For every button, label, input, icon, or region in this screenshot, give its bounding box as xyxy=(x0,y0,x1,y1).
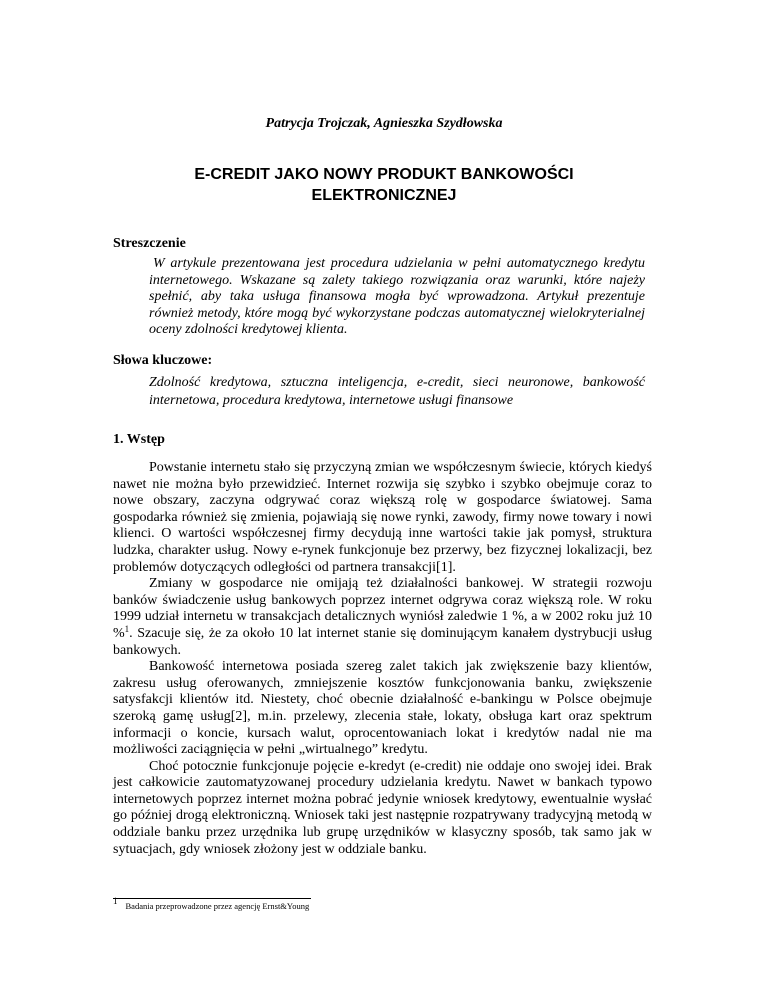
abstract-text: W artykule prezentowana jest procedura udzielania w pełni automatycznego kredytu internetowego. Wskazane są zalety takiego rozwiązania oraz warunki, które najeży spełnić, aby taka usługa finansowa mogła być wprowadzona. Artykuł prezentuje również metody, które mogą być wykorzystane podczas automatycznej wielokryterialnej oceny zdolności kredytowej klienta. xyxy=(149,256,645,337)
paragraph-2-part-b: . Szacuje się, że za około 10 lat internet stanie się dominującym kanałem dystrybucji usług bankowych. xyxy=(113,625,652,658)
title-line-2: ELEKTRONICZNEJ xyxy=(311,187,457,204)
paper-title xyxy=(140,164,628,206)
footnote-text: Badania przeprowadzone przez agencję Ernst&Young xyxy=(125,901,310,911)
paragraph-2-part-a: Zmiany w gospodarce nie omijają też działalności bankowej. W strategii rozwoju banków świadczenie usług bankowych poprzez internet odgrywa coraz większą role. W roku 1999 udział internetu w transakcjach detalicznych wyniósł zaledwie 1 %, a w 2002 roku już 10 % xyxy=(113,576,652,641)
title-line-1: E-CREDIT JAKO NOWY PRODUKT BANKOWOŚCI xyxy=(194,166,574,183)
paragraph-1: Powstanie internetu stało się przyczyną zmian we współczesnym świecie, których kiedyś nawet nie można było przewidzieć. Internet rozwija się szybko i szybko obejmuje coraz to nowe obszary, zaczyna odgrywać coraz większą rolę w gospodarce światowej. Sama gospodarka również się zmienia, pojawiają się nowe rynki, zawody, firmy nowe towary i nowi klienci. O wartości współczesnej firmy decydują inne wartości takie jak pomysł, struktura ludzka, charakter usług. Nowy e-rynek funkcjonuje bez przerwy, bez fizycznej lokalizacji, bez problemów dotyczących odległości od partnera transakcji[1]. xyxy=(113,460,652,575)
keywords-text: Zdolność kredytowa, sztuczna inteligencja, e-credit, sieci neuronowe, bankowość internetowa, procedura kredytowa, internetowe usługi finansowe xyxy=(149,375,645,408)
footnote-reference: 1 xyxy=(124,623,130,634)
abstract-heading: Streszczenie xyxy=(113,236,186,251)
footnote xyxy=(113,896,310,912)
paragraph-4: Choć potocznie funkcjonuje pojęcie e-kredyt (e-credit) nie oddaje ono swojej idei. Brak jest całkowicie zautomatyzowanej procedury udzielania kredytu. Nawet w bankach typowo internetowych poprzez internet można pobrać jedynie wniosek kredytowy, ewentualnie wysłać go później drogą elektroniczną. Wniosek taki jest następnie rozpatrywany tradycyjną metodą w oddziale banku przez urzędnika lub grupę urzędników w klasyczny sposób, tak samo jak w sytuacjach, gdy wniosek złożony jest w oddziale banku. xyxy=(113,758,652,857)
body-text xyxy=(113,460,652,858)
section-heading-introduction: 1. Wstęp xyxy=(113,432,165,447)
footnote-divider xyxy=(113,898,311,899)
paragraph-3: Bankowość internetowa posiada szereg zalet takich jak zwiększenie bazy klientów, zakresu usług oferowanych, zmniejszenie kosztów funkcjonowania banku, zwiększenie satysfakcji klientów itd. Niestety, choć obecnie działalność e-bankingu w Polsce obejmuje szeroką gamę usług[2], m.in. przelewy, zlecenia stałe, lokaty, obsługa kart oraz spektrum informacji o koncie, kursach walut, oprocentowaniach lokat i kredytów nadal nie ma możliwości zaciągnięcia w pełni „wirtualnego” kredytu. xyxy=(113,659,652,758)
footnote-number: 1 xyxy=(113,896,118,906)
paragraph-2 xyxy=(113,576,652,659)
authors: Patrycja Trojczak, Agnieszka Szydłowska xyxy=(265,116,503,131)
keywords-heading: Słowa kluczowe: xyxy=(113,353,213,368)
